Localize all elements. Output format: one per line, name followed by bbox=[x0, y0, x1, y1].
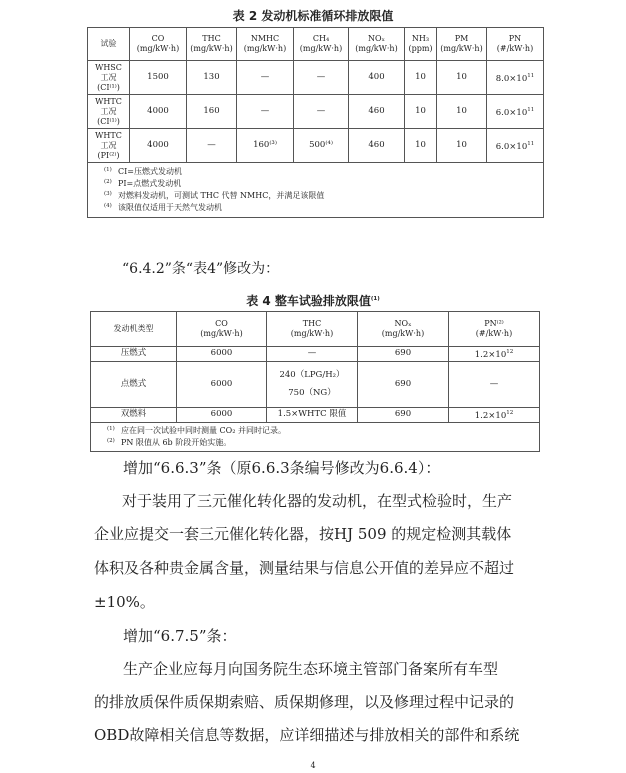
table2-cell-ch4: — bbox=[294, 61, 349, 95]
table2-notes bbox=[88, 163, 544, 218]
table4-cell-co: 6000 bbox=[177, 347, 267, 362]
table2-header-ch4: CH₄ (mg/kW·h) bbox=[294, 28, 349, 61]
table2-cell-ch4: — bbox=[294, 95, 349, 129]
paragraph-line: OBD故障相关信息等数据，应详细描述与排放相关的部件和系统 bbox=[94, 726, 520, 744]
table2-cell-co: 1500 bbox=[130, 61, 187, 95]
table2-cell-nh3: 10 bbox=[405, 61, 437, 95]
paragraph-line: 对于装用了三元催化转化器的发动机，在型式检验时，生产 bbox=[122, 492, 513, 510]
table2-cell-pn: $6.0\times 10^{11}$ bbox=[487, 129, 544, 163]
table4-cell-nox: 690 bbox=[358, 347, 449, 362]
paragraph-line: 生产企业应每月向国务院生态环境主管部门备案所有车型 bbox=[123, 660, 499, 678]
table2-cell-pm: 10 bbox=[437, 129, 487, 163]
add-clause-675: 增加“6.7.5”条： bbox=[123, 627, 237, 645]
table4 bbox=[90, 311, 540, 452]
table2-cell-thc: — bbox=[187, 129, 237, 163]
table2-cell-pn: $6.0\times 10^{11}$ bbox=[487, 95, 544, 129]
table-row bbox=[88, 61, 544, 95]
table4-note: (1) 应在同一次试验中同时测量 CO₂ 并同时记录。 bbox=[107, 425, 286, 435]
table2-cell-co: 4000 bbox=[130, 95, 187, 129]
table2-header-nh3: NH₃ (ppm) bbox=[405, 28, 437, 61]
table4-cell-pn: $1.2\times 10^{12}$ bbox=[449, 347, 540, 362]
table4-cell-pn: $1.2\times 10^{12}$ bbox=[449, 407, 540, 422]
table2-cell-test: WHTC 工况 (PI⁽²⁾) bbox=[88, 129, 130, 163]
table2-cell-thc: 130 bbox=[187, 61, 237, 95]
table-row bbox=[91, 347, 540, 362]
table4-header-pn: PN⁽²⁾ (#/kW·h) bbox=[449, 312, 540, 347]
table4-note: (2) PN 限值从 6b 阶段开始实施。 bbox=[107, 437, 232, 447]
table2-cell-co: 4000 bbox=[130, 129, 187, 163]
modify-instruction: “6.4.2”条“表4”修改为： bbox=[122, 261, 280, 277]
table2-header-nmhc: NMHC (mg/kW·h) bbox=[237, 28, 294, 61]
table2-note: (4) 该限值仅适用于天然气发动机 bbox=[104, 203, 222, 212]
table2-cell-nh3: 10 bbox=[405, 95, 437, 129]
table2-cell-nmhc: — bbox=[237, 61, 294, 95]
table2-header-test: 试验 bbox=[88, 28, 130, 61]
table4-cell-thc: 240（LPG/H₂） 750（NG） bbox=[267, 361, 358, 407]
table2-cell-nmhc: 160⁽³⁾ bbox=[237, 129, 294, 163]
table2-cell-nox: 460 bbox=[349, 95, 405, 129]
paragraph-line: 企业应提交一套三元催化转化器，按HJ 509 的规定检测其载体 bbox=[94, 525, 512, 543]
table2-header-thc: THC (mg/kW·h) bbox=[187, 28, 237, 61]
table2-cell-nh3: 10 bbox=[405, 129, 437, 163]
table2-header-row bbox=[88, 28, 544, 61]
table2-cell-nmhc: — bbox=[237, 95, 294, 129]
table4-header-co: CO (mg/kW·h) bbox=[177, 312, 267, 347]
table4-cell-nox: 690 bbox=[358, 407, 449, 422]
table-row bbox=[88, 129, 544, 163]
table4-notes-row bbox=[91, 422, 540, 451]
table2-note: (1) CI=压燃式发动机 bbox=[104, 167, 182, 176]
table4-cell-thc: 1.5×WHTC 限值 bbox=[267, 407, 358, 422]
paragraph-line: 的排放质保件质保期索赔、质保期修理，以及修理过程中记录的 bbox=[94, 693, 515, 711]
table4-cell-pn: — bbox=[449, 361, 540, 407]
table4-caption: 表 4 整车试验排放限值$^{(1)}$ bbox=[246, 294, 380, 308]
table4-cell-thc: — bbox=[267, 347, 358, 362]
table4-cell-co: 6000 bbox=[177, 361, 267, 407]
table4-cell-type: 点燃式 bbox=[91, 361, 177, 407]
table4-header-nox: NOₓ (mg/kW·h) bbox=[358, 312, 449, 347]
table2-header-pn: PN (#/kW·h) bbox=[487, 28, 544, 61]
table2-header-co: CO (mg/kW·h) bbox=[130, 28, 187, 61]
table2-cell-ch4: 500⁽⁴⁾ bbox=[294, 129, 349, 163]
table4-cell-co: 6000 bbox=[177, 407, 267, 422]
table2-cell-nox: 460 bbox=[349, 129, 405, 163]
table2-cell-pm: 10 bbox=[437, 95, 487, 129]
table-row bbox=[91, 407, 540, 422]
table4-cell-nox: 690 bbox=[358, 361, 449, 407]
table4-cell-type: 压燃式 bbox=[91, 347, 177, 362]
add-clause-663: 增加“6.6.3”条（原6.6.3条编号修改为6.6.4）： bbox=[123, 459, 441, 477]
table4-header-thc: THC (mg/kW·h) bbox=[267, 312, 358, 347]
table2 bbox=[87, 27, 544, 218]
page-number: 4 bbox=[310, 761, 316, 770]
table2-note: (2) PI=点燃式发动机 bbox=[104, 179, 182, 188]
table2-note: (3) 对燃料发动机，可测试 THC 代替 NMHC，并满足该限值 bbox=[104, 191, 325, 200]
table2-header-pm: PM (mg/kW·h) bbox=[437, 28, 487, 61]
table4-notes bbox=[91, 422, 540, 451]
table4-cell-type: 双燃料 bbox=[91, 407, 177, 422]
table2-cell-nox: 400 bbox=[349, 61, 405, 95]
table4-header-row bbox=[91, 312, 540, 347]
table2-cell-thc: 160 bbox=[187, 95, 237, 129]
table2-cell-pm: 10 bbox=[437, 61, 487, 95]
table-row bbox=[91, 361, 540, 407]
table2-cell-pn: $8.0\times 10^{11}$ bbox=[487, 61, 544, 95]
table4-header-type: 发动机类型 bbox=[91, 312, 177, 347]
table2-notes-row bbox=[88, 163, 544, 218]
paragraph-line: 体积及各种贵金属含量，测量结果与信息公开值的差异应不超过 bbox=[94, 559, 515, 577]
table-row bbox=[88, 95, 544, 129]
table2-header-nox: NOₓ (mg/kW·h) bbox=[349, 28, 405, 61]
table2-caption: 表 2 发动机标准循环排放限值 bbox=[232, 9, 394, 23]
paragraph-line: ±10%。 bbox=[94, 593, 155, 611]
table2-cell-test: WHSC 工况 (CI⁽¹⁾) bbox=[88, 61, 130, 95]
table2-cell-test: WHTC 工况 (CI⁽¹⁾) bbox=[88, 95, 130, 129]
